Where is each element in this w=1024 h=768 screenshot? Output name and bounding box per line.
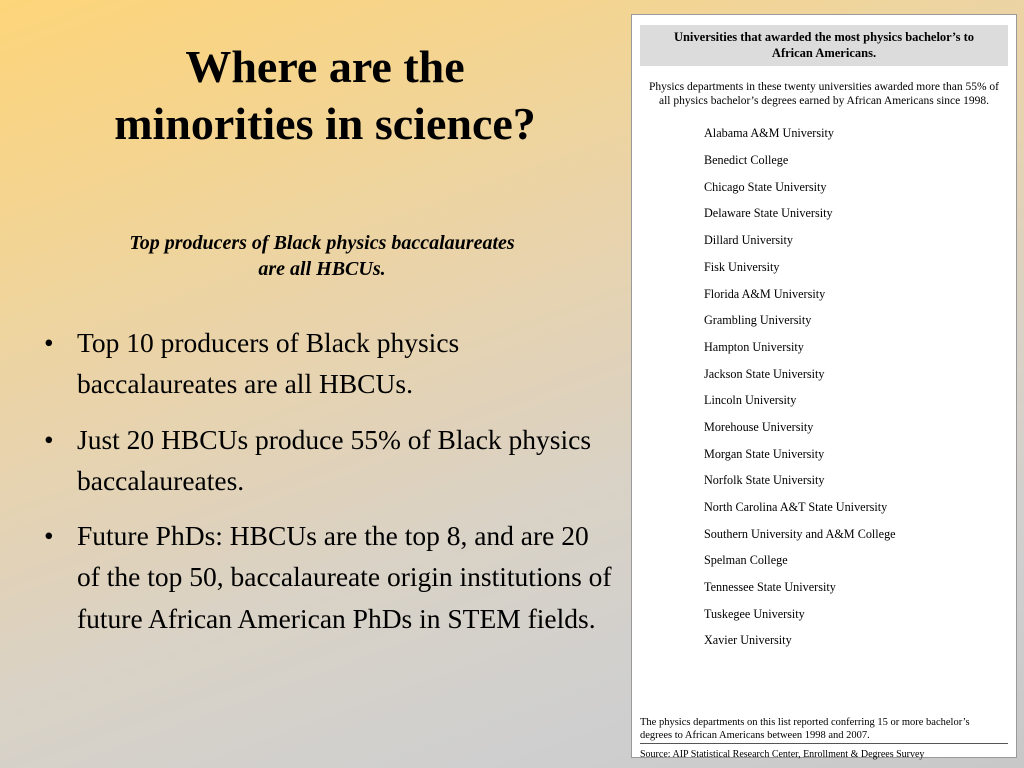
university-item: Xavier University <box>704 633 792 648</box>
panel-source: Source: AIP Statistical Research Center, Enrollment & Degrees Survey <box>640 749 925 760</box>
university-item: Dillard University <box>704 233 794 248</box>
universities-panel <box>631 14 1017 758</box>
university-item: Delaware State University <box>704 206 833 221</box>
university-item: Alabama A&M University <box>704 126 834 141</box>
bullet-text: Just 20 HBCUs produce 55% of Black physics baccalaureates. <box>77 423 592 496</box>
slide-subtitle <box>42 230 602 282</box>
slide-subtitle-line: are all HBCUs. <box>258 258 386 280</box>
bullet-list <box>42 322 617 653</box>
bullet-dot-icon: • <box>44 327 54 358</box>
university-item: Tennessee State University <box>704 580 836 595</box>
university-item: Southern University and A&M College <box>704 526 896 541</box>
university-item: Grambling University <box>704 313 812 328</box>
panel-divider <box>640 743 1008 744</box>
university-item: Chicago State University <box>704 179 827 194</box>
university-item: Benedict College <box>704 153 789 168</box>
panel-title-line: African Americans. <box>771 46 877 61</box>
bullet-text: Future PhDs: HBCUs are the top 8, and are 20 of the top 50, baccalaureate origin institutions of future African American PhDs in STEM fields. <box>77 520 612 634</box>
university-item: Florida A&M University <box>704 286 826 301</box>
university-list <box>640 123 1008 657</box>
panel-intro: Physics departments in these twenty universities awarded more than 55% of all physics bachelor’s degrees earned by African Americans since 1998. <box>648 80 1000 108</box>
slide-title-line: Where are the <box>185 41 465 92</box>
university-item: Tuskegee University <box>704 606 805 621</box>
panel-footnote-line: The physics departments on this list reported conferring 15 or more bachelor’s <box>640 716 970 728</box>
university-item: Lincoln University <box>704 393 797 408</box>
bullet-item <box>42 419 617 502</box>
university-item: Fisk University <box>704 259 780 274</box>
panel-title <box>640 25 1008 66</box>
bullet-dot-icon: • <box>44 423 54 455</box>
bullet-dot-icon: • <box>44 520 54 551</box>
panel-footnote <box>640 716 1008 743</box>
panel-footnote-line: degrees to African Americans between 1998 and 2007. <box>640 730 870 742</box>
university-item: Morehouse University <box>704 419 814 434</box>
slide-subtitle-line: Top producers of Black physics baccalaureates <box>129 232 515 254</box>
university-item: Jackson State University <box>704 366 825 381</box>
bullet-text: Top 10 producers of Black physics baccalaureates are all HBCUs. <box>77 327 460 400</box>
bullet-item <box>42 515 617 639</box>
university-item: Morgan State University <box>704 446 825 461</box>
university-item: Hampton University <box>704 339 804 354</box>
universities-panel-body <box>640 25 1008 760</box>
university-item: North Carolina A&T State University <box>704 500 888 514</box>
bullet-item <box>42 322 617 405</box>
panel-title-line: Universities that awarded the most physics bachelor’s to <box>673 30 975 44</box>
slide-title <box>20 38 630 152</box>
university-item: Spelman College <box>704 553 788 568</box>
slide-title-line: minorities in science? <box>114 98 536 150</box>
university-item: Norfolk State University <box>704 473 825 488</box>
